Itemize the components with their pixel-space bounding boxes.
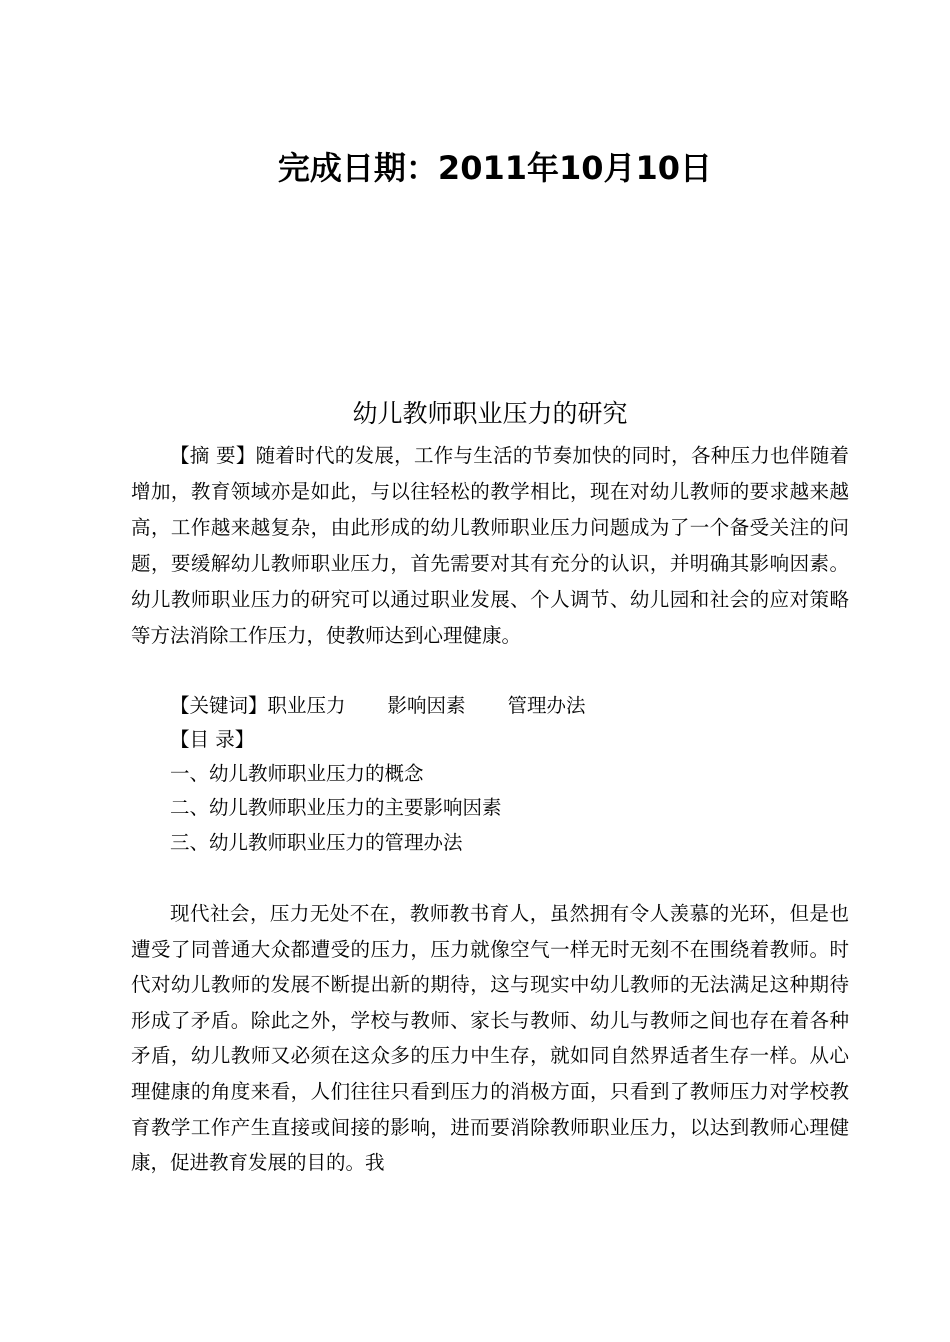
keyword-term: 职业压力: [267, 694, 346, 717]
toc-item: 一、幼儿教师职业压力的概念: [170, 762, 424, 785]
keywords-label: 【关键词】: [170, 694, 268, 717]
toc-item: 三、幼儿教师职业压力的管理办法: [170, 831, 463, 854]
intro-paragraph: 现代社会，压力无处不在，教师教书育人，虽然拥有令人羡慕的光环，但是也遭受了同普通大众都遭受的压力，压力就像空气一样无时无刻不在围绕着教师。时代对幼儿教师的发展不断提出新的期待，这与现实中幼儿教师的无法满足这种期待形成了矛盾。除此之外，学校与教师、家长与教师、幼儿与教师之间也存在着各种矛盾，幼儿教师又必须在这众多的压力中生存，就如同自然界适者生存一样。从心理健康的角度来看，人们往往只看到压力的消极方面，只看到了教师压力对学校教育教学工作产生直接或间接的影响，进而要消除教师职业压力，以达到教师心理健康，促进教育发展的目的。我: [131, 902, 849, 1175]
keyword-term: 管理办法: [507, 694, 586, 717]
toc-heading: 【目 录】: [170, 728, 255, 751]
toc-item: 二、幼儿教师职业压力的主要影响因素: [170, 796, 502, 819]
abstract-paragraph: [131, 438, 849, 654]
keywords-line: [170, 688, 628, 724]
completion-date: 完成日期：2011年10月10日: [277, 149, 713, 187]
abstract-text: 随着时代的发展，工作与生活的节奏加快的同时，各种压力也伴随着增加，教育领域亦是如此，与以往轻松的教学相比，现在对幼儿教师的要求越来越高，工作越来越复杂，由此形成的幼儿教师职业压力问题成为了一个备受关注的问题，要缓解幼儿教师职业压力，首先需要对其有充分的认识，并明确其影响因素。幼儿教师职业压力的研究可以通过职业发展、个人调节、幼儿园和社会的应对策略等方法消除工作压力，使教师达到心理健康。: [131, 444, 849, 647]
document-title: 幼儿教师职业压力的研究: [352, 399, 628, 428]
abstract-label: 【摘 要】: [170, 444, 256, 467]
keyword-term: 影响因素: [387, 694, 466, 717]
